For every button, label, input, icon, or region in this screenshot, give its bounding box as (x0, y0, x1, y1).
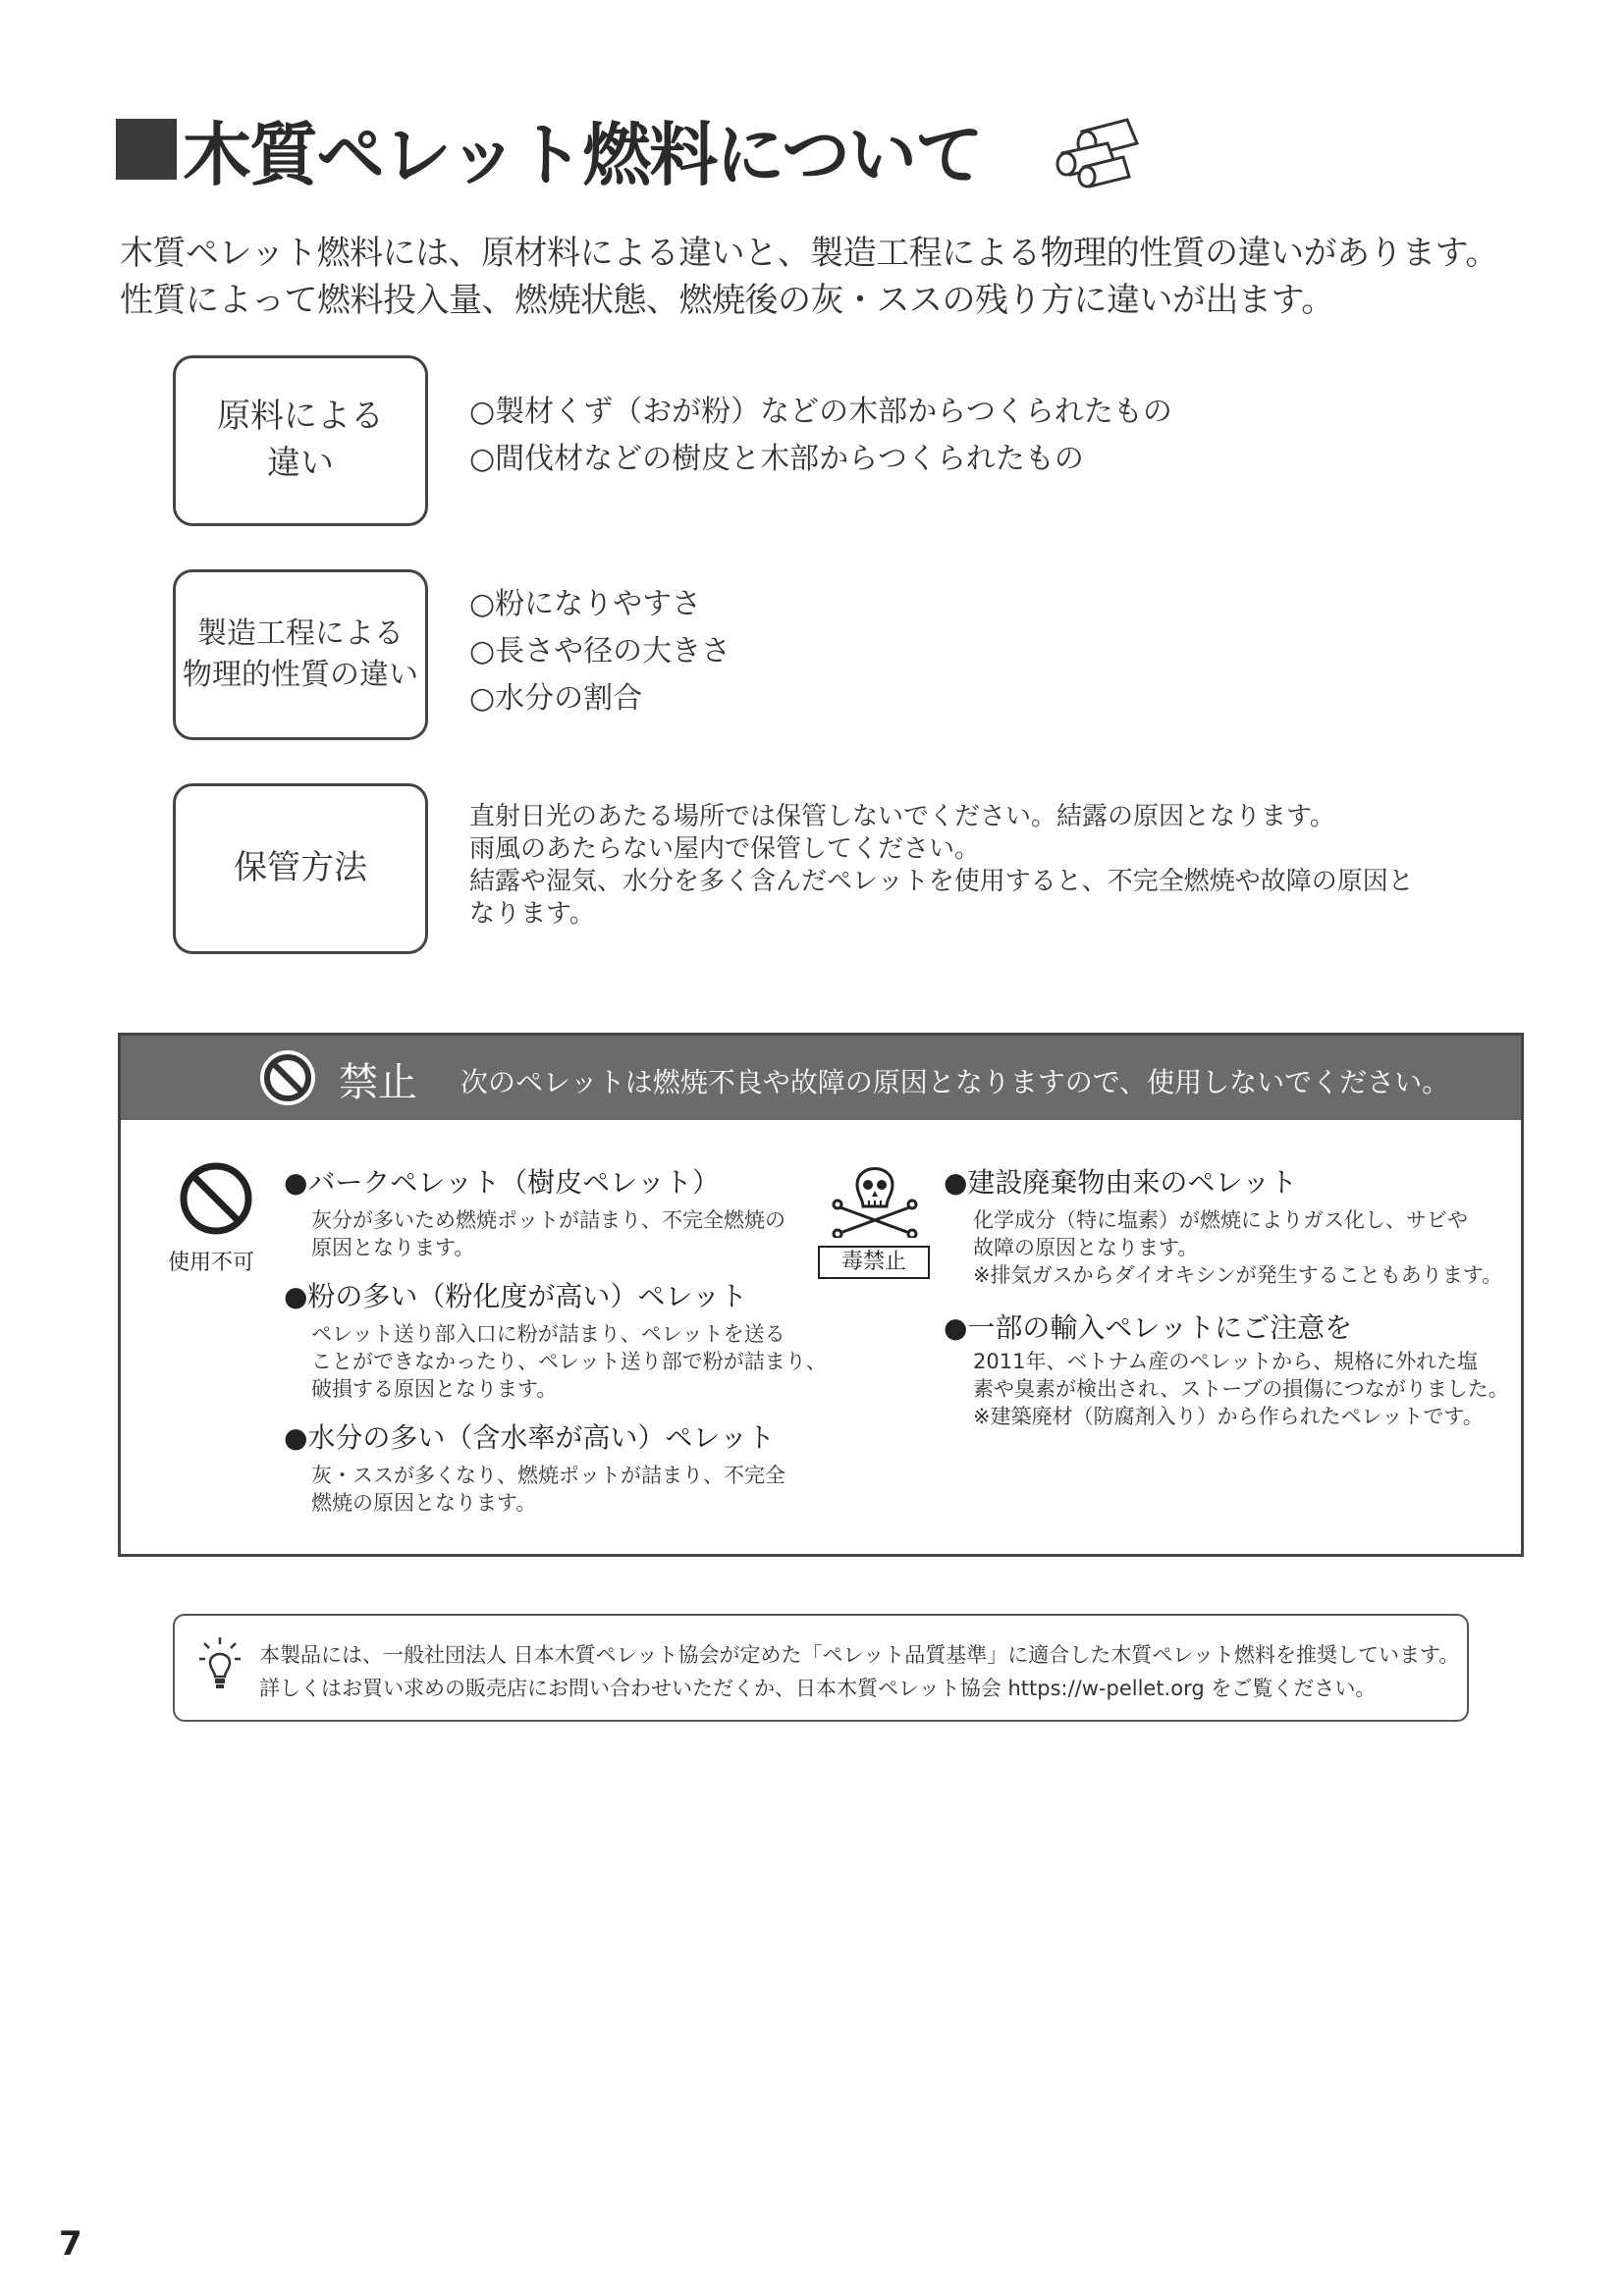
body-line: 2011年、ベトナム産のペレットから、規格に外れた塩 (973, 1350, 1479, 1373)
title-square-marker (116, 119, 177, 180)
prohibited-item-heading: ●一部の輸入ペレットにご注意を (944, 1311, 1353, 1344)
prohibit-icon (258, 1048, 317, 1107)
storage-instructions (469, 801, 1414, 931)
page-title (116, 110, 982, 195)
prohibition-message: 次のペレットは燃焼不良や故障の原因となりますので、使用しないでください。 (460, 1066, 1450, 1098)
body-line: 破損する原因となります。 (311, 1377, 558, 1401)
category-box-storage (173, 783, 428, 954)
prohibited-item-body (973, 1348, 1509, 1430)
body-line: ことができなかったり、ペレット送り部で粉が詰まり、 (311, 1350, 827, 1373)
list-item: ○長さや径の大きさ (469, 634, 731, 668)
prohibited-item-body (311, 1462, 785, 1517)
storage-line: 結露や湿気、水分を多く含んだペレットを使用すると、不完全燃焼や故障の原因と (469, 867, 1414, 896)
prohibited-item-heading: ●建設廃棄物由来のペレット (944, 1166, 1298, 1199)
not-usable-label: 使用不可 (168, 1251, 255, 1275)
prohibited-item-heading: ●水分の多い（含水率が高い）ペレット (284, 1421, 776, 1454)
storage-line: 直射日光のあたる場所では保管しないでください。結露の原因となります。 (469, 802, 1335, 831)
list-item: ○製材くず（おが粉）などの木部からつくられたもの (469, 395, 1172, 429)
pellet-icon (1041, 114, 1143, 192)
body-line: ※排気ガスからダイオキシンが発生することもあります。 (973, 1263, 1503, 1287)
body-line: 原因となります。 (311, 1236, 475, 1259)
prohibited-item-heading: ●粉の多い（粉化度が高い）ペレット (284, 1280, 748, 1312)
prohibit-icon (178, 1160, 254, 1237)
category-label: 製造工程による 物理的性質の違い (183, 616, 418, 692)
tip-line-1: 本製品には、一般社団法人 日本木質ペレット協会が定めた「ペレット品質基準」に適合した木質ペレット燃料を推奨しています。 (259, 1643, 1460, 1667)
intro-line-1: 木質ペレット燃料には、原材料による違いと、製造工程による物理的性質の違いがあります。 (120, 234, 1498, 273)
page-number: 7 (59, 2224, 82, 2264)
page-title-text: 木質ペレット燃料について (183, 114, 982, 195)
prohibited-item-body (311, 1206, 785, 1261)
prohibited-item-body (973, 1206, 1502, 1289)
list-item: ○水分の割合 (469, 681, 643, 716)
poison-prohibited-label: 毒禁止 (818, 1246, 930, 1279)
prohibited-item-body (311, 1320, 827, 1403)
body-line: 故障の原因となります。 (973, 1236, 1199, 1259)
body-line: 化学成分（特に塩素）が燃焼によりガス化し、サビや (973, 1208, 1468, 1232)
category-box-raw-material (173, 355, 428, 526)
list-item: ○粉になりやすさ (469, 587, 702, 621)
tip-line-2: 詳しくはお買い求めの販売店にお問い合わせいただくか、日本木質ペレット協会 https://w-pellet.org をご覧ください。 (259, 1677, 1377, 1700)
category-items-physical-properties (469, 581, 731, 722)
prohibition-box (118, 1033, 1524, 1557)
body-line: 燃焼の原因となります。 (311, 1491, 537, 1515)
body-line: ※建築廃材（防腐剤入り）から作られたペレットです。 (973, 1405, 1484, 1428)
category-items-raw-material (469, 389, 1172, 483)
category-label: 保管方法 (234, 848, 367, 888)
body-line: 灰分が多いため燃焼ポットが詰まり、不完全燃焼の (311, 1208, 785, 1232)
prohibited-item-heading: ●バークペレット（樹皮ペレット） (284, 1166, 720, 1199)
recommendation-note (173, 1614, 1469, 1722)
lightbulb-icon (198, 1635, 242, 1690)
category-label: 原料による 違い (217, 397, 384, 483)
category-box-physical-properties (173, 569, 428, 740)
storage-line: 雨風のあたらない屋内で保管してください。 (469, 834, 981, 864)
body-line: 素や臭素が検出され、ストーブの損傷につながりました。 (973, 1377, 1509, 1401)
intro-line-2: 性質によって燃料投入量、燃焼状態、燃焼後の灰・ススの残り方に違いが出ます。 (120, 281, 1334, 320)
skull-crossbones-icon (830, 1155, 920, 1238)
list-item: ○間伐材などの樹皮と木部からつくられたもの (469, 442, 1084, 476)
prohibition-title: 禁止 (339, 1060, 417, 1105)
body-line: 灰・ススが多くなり、燃焼ポットが詰まり、不完全 (311, 1464, 785, 1487)
prohibition-header (121, 1036, 1521, 1120)
storage-line: なります。 (469, 899, 595, 929)
body-line: ペレット送り部入口に粉が詰まり、ペレットを送る (311, 1322, 785, 1346)
